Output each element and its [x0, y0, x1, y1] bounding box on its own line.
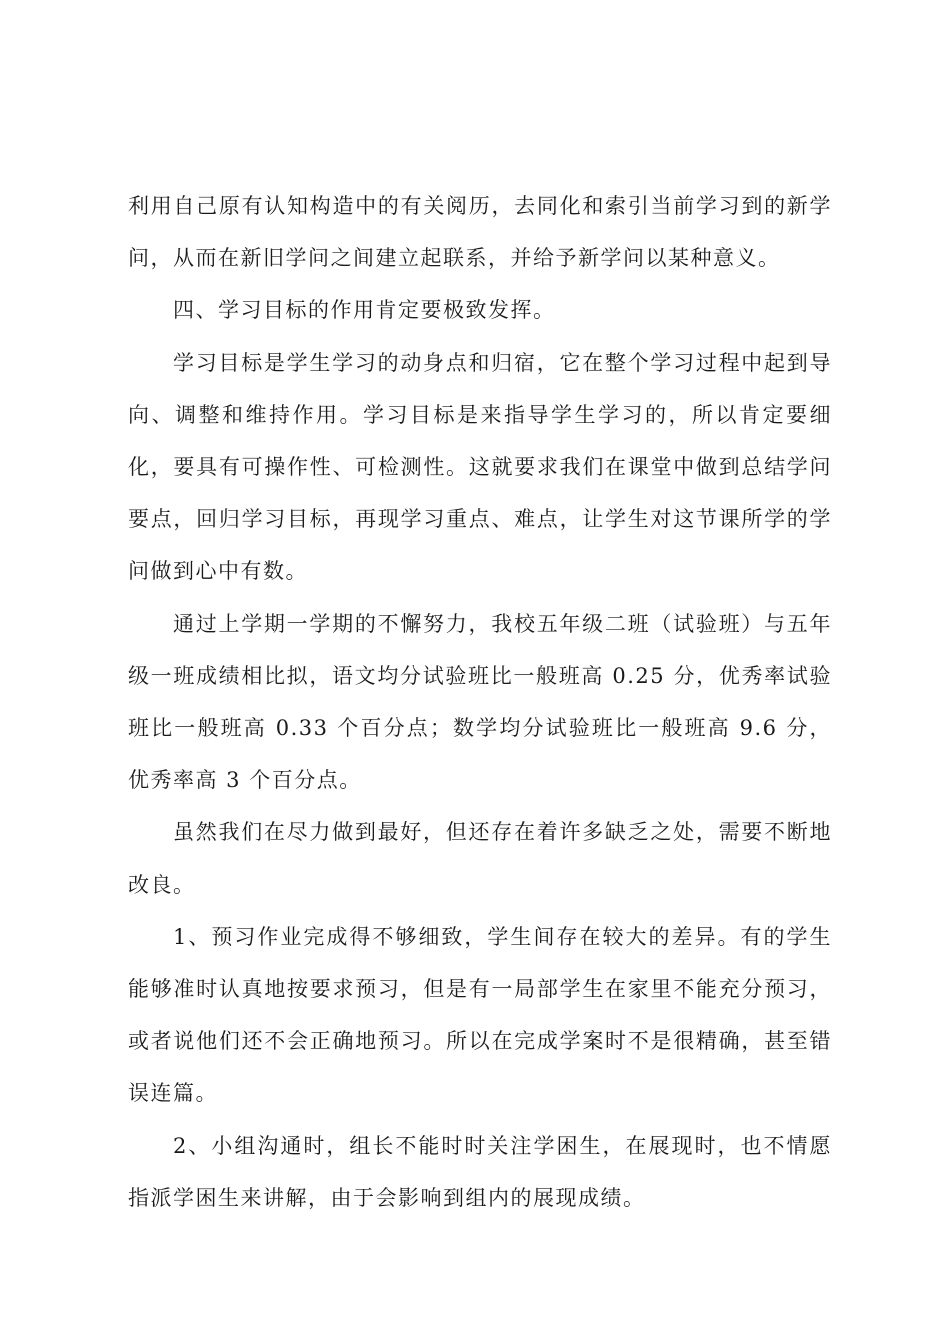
paragraph-continuation: 利用自己原有认知构造中的有关阅历，去同化和索引当前学习到的新学问，从而在新旧学问之间建立起联系，并给予新学问以某种意义。	[128, 194, 832, 271]
list-item-1: 1、预习作业完成得不够细致，学生间存在较大的差异。有的学生能够准时认真地按要求预习，但是有一局部学生在家里不能充分预习，或者说他们还不会正确地预习。所以在完成学案时不是很精确，甚至错误连篇。	[128, 924, 832, 1106]
paragraph-learning-goals: 学习目标是学生学习的动身点和归宿，它在整个学习过程中起到导向、调整和维持作用。学习目标是来指导学生学习的，所以肯定要细化，要具有可操作性、可检测性。这就要求我们在课堂中做到总结学问要点，回归学习目标，再现学习重点、难点，让学生对这节课所学的学问做到心中有数。	[128, 350, 832, 584]
section-heading-4: 四、学习目标的作用肯定要极致发挥。	[173, 298, 556, 323]
document-body	[128, 180, 832, 1224]
list-item-2: 2、小组沟通时，组长不能时时关注学困生，在展现时，也不情愿指派学困生来讲解，由于会影响到组内的展现成绩。	[128, 1133, 832, 1210]
paragraph-results: 通过上学期一学期的不懈努力，我校五年级二班（试验班）与五年级一班成绩相比拟，语文均分试验班比一般班高 0.25 分，优秀率试验班比一般班高 0.33 个百分点；数学均分试验班比一般班高 9.6 分，优秀率高 3 个百分点。	[128, 611, 832, 793]
paragraph-shortcomings-intro: 虽然我们在尽力做到最好，但还存在着许多缺乏之处，需要不断地改良。	[128, 820, 832, 897]
